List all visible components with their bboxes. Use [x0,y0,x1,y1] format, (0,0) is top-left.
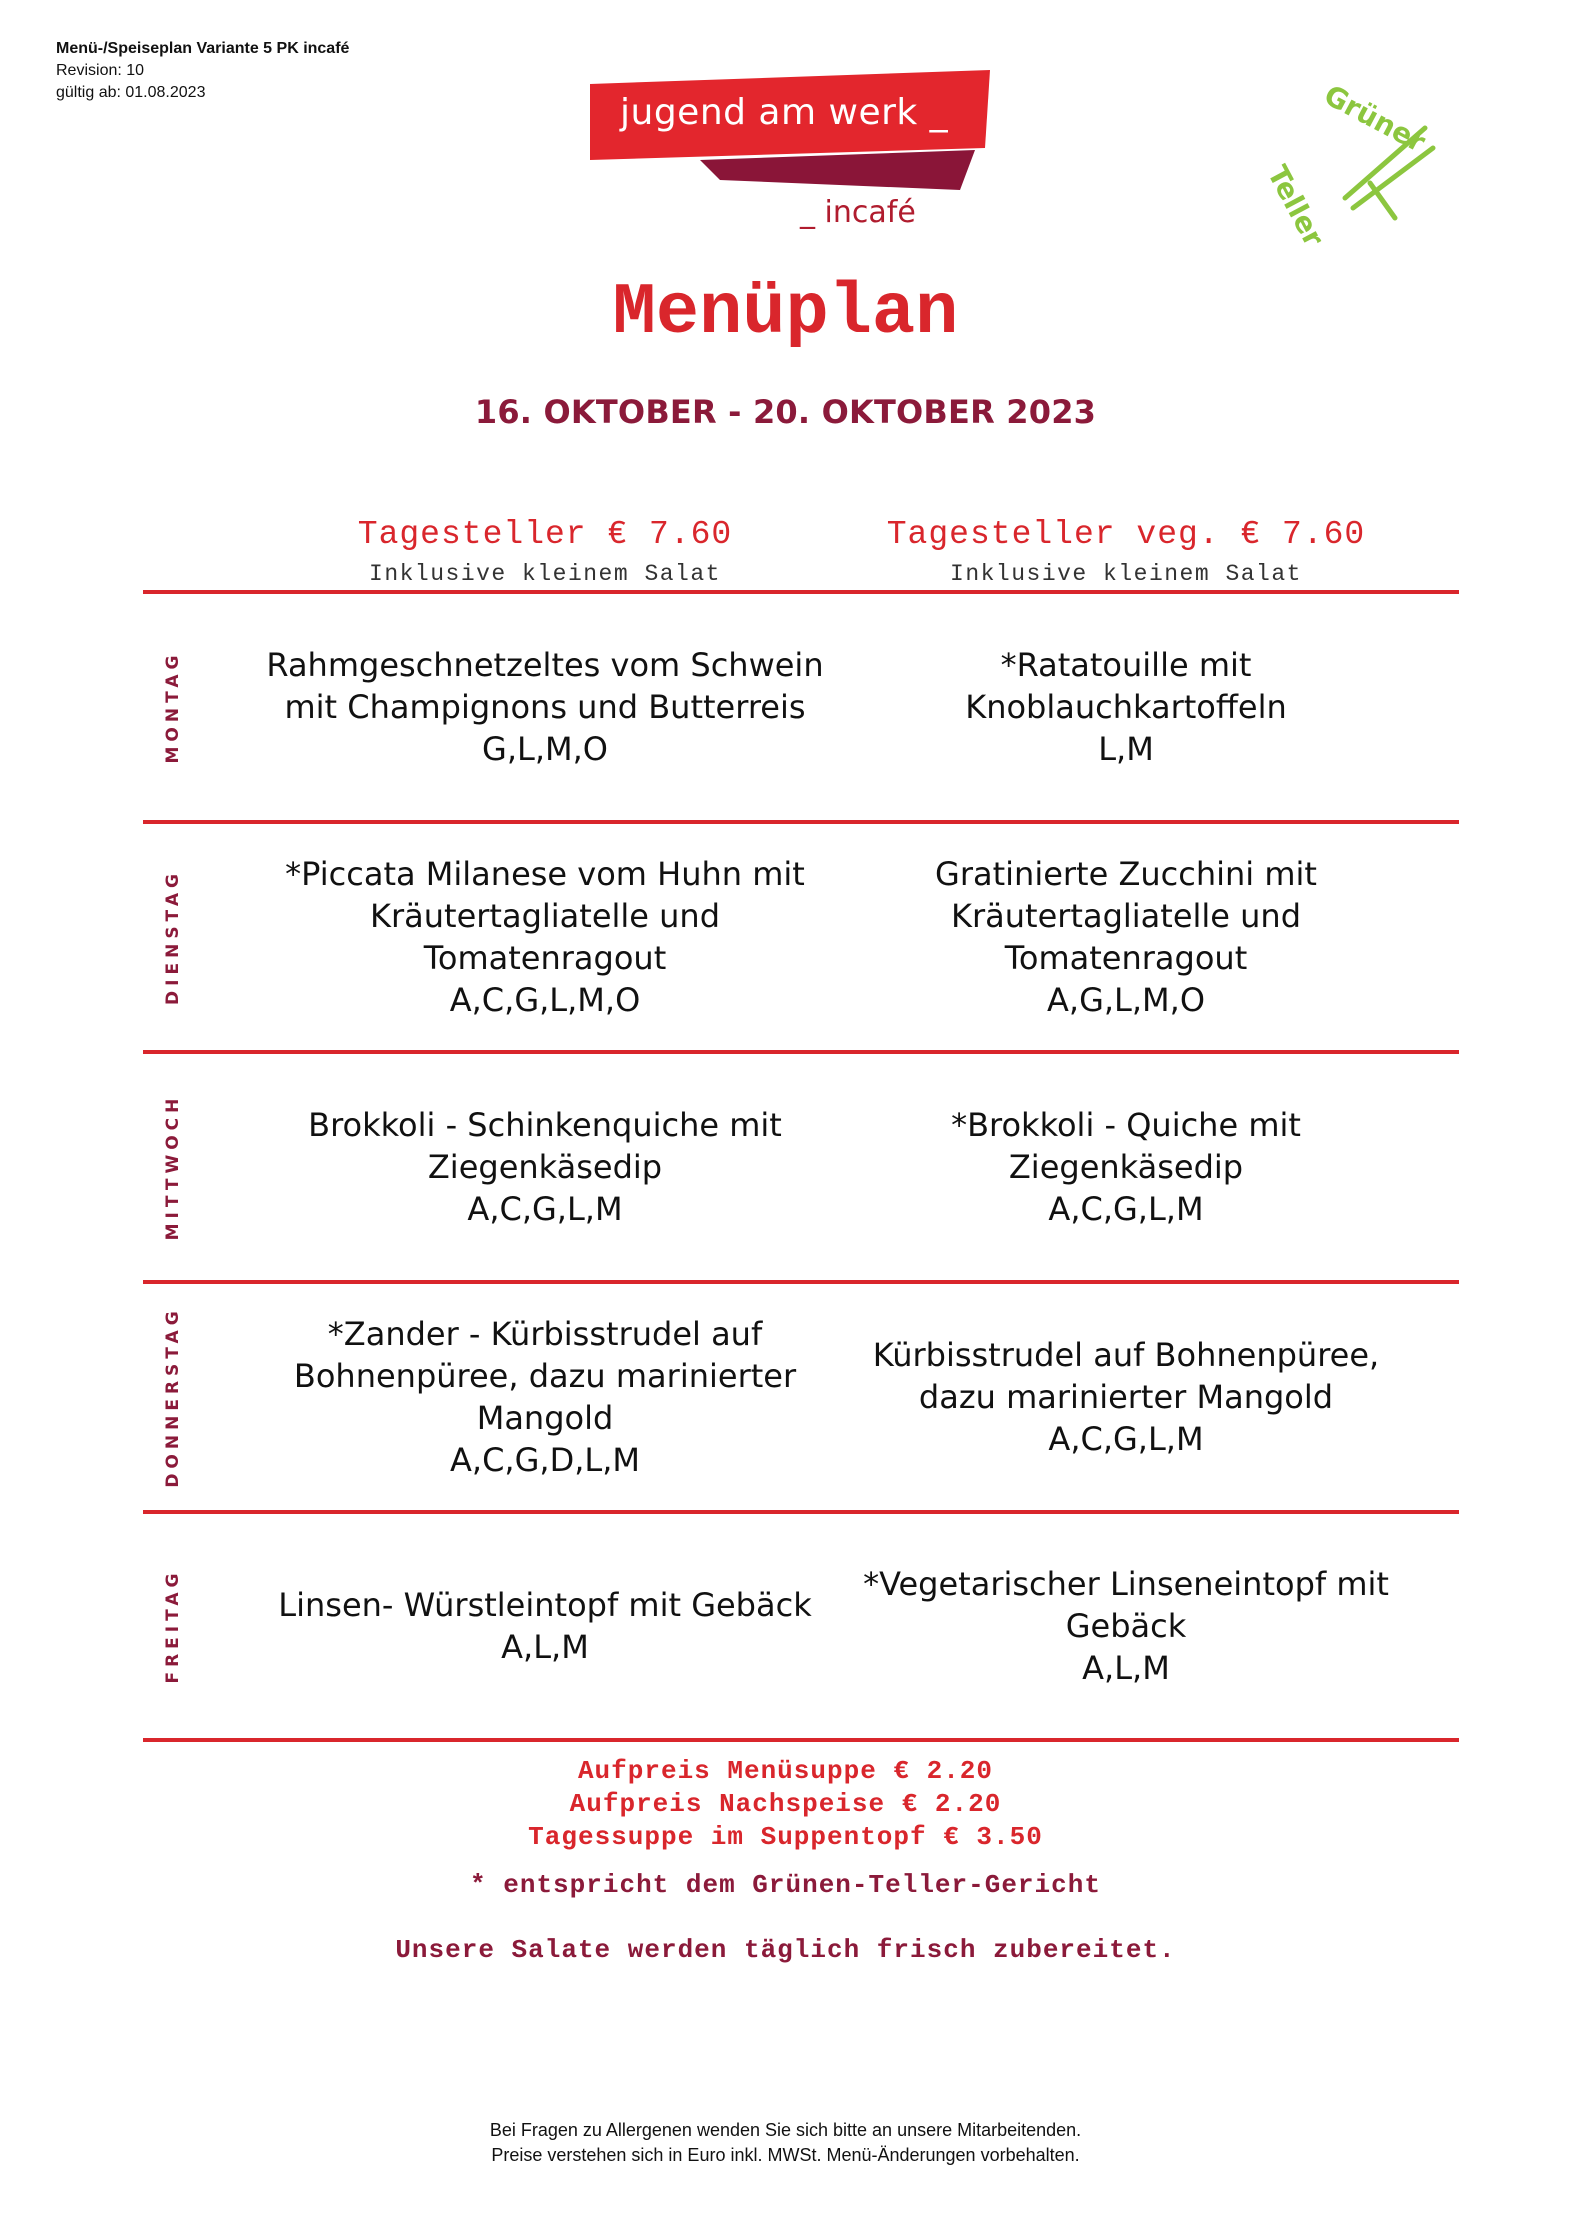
day-label: MONTAG [163,650,183,764]
allergen-codes: L,M [1098,730,1154,768]
column-header-tagesteller-veg [846,516,1406,587]
price-notice: Preise verstehen sich in Euro inkl. MWSt. Menü-Änderungen vorbehalten. [491,2145,1080,2165]
document-meta [56,38,349,104]
divider-rule [143,1510,1459,1514]
extra-price-nachspeise: Aufpreis Nachspeise € 2.20 [569,1789,1002,1819]
logo-brand-text: jugend am werk _ [620,92,949,133]
column-subtitle: Inklusive kleinem Salat [950,561,1302,587]
day-row-mittwoch [143,1056,1459,1278]
divider-rule [143,1050,1459,1054]
dish-tagesteller: *Zander - Kürbisstrudel auf Bohnenpüree, dazu marinierter Mangold A,C,G,D,L,M [293,1315,797,1479]
divider-rule [143,1738,1459,1742]
allergen-codes: A,L,M [501,1628,589,1666]
gruener-teller-footnote: * entspricht dem Grünen-Teller-Gericht [470,1870,1101,1900]
divider-rule [143,1280,1459,1284]
valid-from-text: gültig ab: 01.08.2023 [56,84,206,101]
legal-notice [0,2118,1571,2168]
dish-tagesteller-veg: Gratinierte Zucchini mit Kräutertagliatelle und Tomatenragout A,G,L,M,O [935,855,1317,1019]
dish-tagesteller: Rahmgeschnetzeltes vom Schwein mit Champignons und Butterreis G,L,M,O [266,646,824,768]
seal-text-line2: Teller [1260,160,1331,252]
allergen-notice: Bei Fragen zu Allergenen wenden Sie sich bitte an unsere Mitarbeitenden. [489,2120,1082,2140]
divider-rule [143,590,1459,594]
day-row-freitag [143,1516,1459,1736]
dish-tagesteller-veg: Kürbisstrudel auf Bohnenpüree, dazu marinierter Mangold A,C,G,L,M [872,1336,1380,1458]
allergen-codes: A,C,G,L,M [1048,1190,1204,1228]
brand-logo [590,70,1000,245]
dish-tagesteller-veg: *Brokkoli - Quiche mit Ziegenkäsedip A,C,G,L,M [951,1106,1301,1228]
allergen-codes: A,C,G,L,M,O [449,981,641,1019]
dish-tagesteller-veg: *Ratatouille mit Knoblauchkartoffeln L,M [965,646,1287,768]
day-row-montag [143,596,1459,818]
allergen-codes: A,L,M [1082,1649,1170,1687]
day-row-dienstag [143,826,1459,1048]
dish-tagesteller: *Piccata Milanese vom Huhn mit Kräutertagliatelle und Tomatenragout A,C,G,L,M,O [285,855,805,1019]
extra-price-tagessuppe: Tagessuppe im Suppentopf € 3.50 [528,1822,1043,1852]
document-title: Menü-/Speiseplan Variante 5 PK incafé [56,40,350,57]
day-label: FREITAG [163,1568,183,1684]
allergen-codes: A,C,G,L,M [1048,1420,1204,1458]
allergen-codes: A,C,G,D,L,M [450,1441,640,1479]
seal-text-line1: Grüner [1318,78,1431,159]
extras-price-list [0,1755,1571,1854]
day-label: DONNERSTAG [163,1306,183,1488]
column-header-tagesteller [265,516,825,587]
day-label: DIENSTAG [163,869,183,1005]
date-range: 16. OKTOBER - 20. OKTOBER 2023 [474,393,1097,431]
salad-note: Unsere Salate werden täglich frisch zubereitet. [395,1935,1176,1965]
extra-price-menuesuppe: Aufpreis Menüsuppe € 2.20 [577,1756,994,1786]
dish-tagesteller: Brokkoli - Schinkenquiche mit Ziegenkäsedip A,C,G,L,M [308,1106,782,1228]
day-label: MITTWOCH [163,1093,183,1241]
column-title: Tagesteller € 7.60 [357,516,733,553]
divider-rule [143,820,1459,824]
logo-sub-text: _ incafé [800,195,916,230]
revision-text: Revision: 10 [56,62,145,79]
allergen-codes: A,G,L,M,O [1047,981,1205,1019]
dish-tagesteller: Linsen- Würstleintopf mit Gebäck A,L,M [278,1586,812,1666]
day-row-donnerstag [143,1286,1459,1508]
page-title: Menüplan [612,272,959,354]
allergen-codes: G,L,M,O [482,730,608,768]
column-title: Tagesteller veg. € 7.60 [886,516,1366,553]
allergen-codes: A,C,G,L,M [467,1190,623,1228]
dish-tagesteller-veg: *Vegetarischer Linseneintopf mit Gebäck A,L,M [863,1565,1389,1687]
column-subtitle: Inklusive kleinem Salat [369,561,721,587]
